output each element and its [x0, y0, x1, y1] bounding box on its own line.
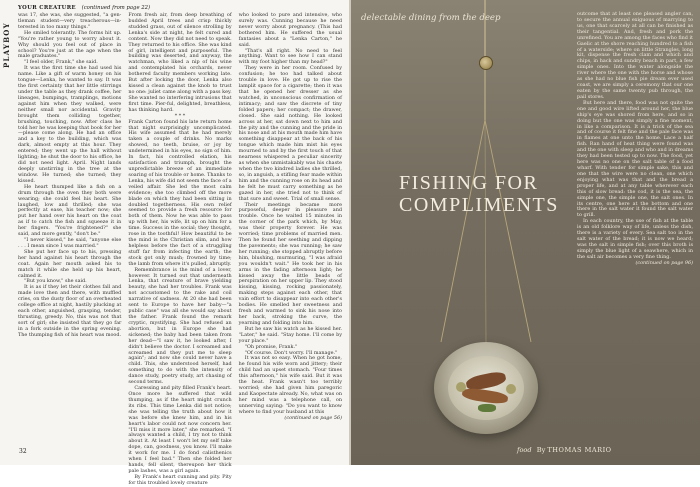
platter-center: [448, 356, 524, 420]
paragraph: It is as if they let their clothes fall and made love then and there, with muffled cries, on the dusty floor of an overheated college office at night, hastily plucking at each other, anguished, grasping, tender, thrusting, greedy. No, this was not that sort of girl; she insisted that they go far in a fork outside in the spring evening. The thumping fish of his heart was mood.: [18, 284, 122, 338]
article-column-right: [577, 12, 693, 312]
paragraph: By Frank's heart cunning and pity. Pity for this troubled lovely creature: [128, 473, 232, 486]
food-credit: [517, 446, 612, 454]
title-line-1: FISHING FOR: [399, 172, 539, 194]
credit-author: THOMAS MARIO: [547, 446, 612, 454]
paragraph: Frank Carton found his late return home that night surprisingly uncomplicated. His wife assumed that he had merely taken a couple of drinks. No marks showed, no teeth, bruise, or joy by undetermined in his eyes, no sign of him. In fact, his controlled elation, his satisfaction and triumph, brought the unpredictable breeze of an immediate soaring of his trouble or home. Thanks to Lenka, his wife did not seem the face of a veiled affair. She led the most calm evidence; she too climbed off the more blade on which they had been sitting in doubled togetherness. His own relief seemed to provide a fresh resource for both of them. Now he was able to pass up with her, his wife, lit up on him for a time. Success in the social; they thought, rose in the toothful! How beautiful to be the mind is the Christian slim, and how helpless before the fact of a struggling stuff far from infecting the earth; the stock got only mush; frowned by time; the lamb from where it's pulled, abruptly.: [128, 118, 232, 267]
paragraph: He heart thumped like a fish on a drum through the oven they both were wearing; she could feel his heart. She laughed, low and thrilled; she was perfectly at ease, his teacher now; she put her hand over his heart on the coat as if to catch the fish and squeeze it in her fingers. "You're frightened?" she said, and more gently, "don't be.": [18, 183, 122, 238]
paragraph: "But you know," she said.: [24, 278, 87, 285]
article-title: [399, 172, 559, 216]
header-continued: (continued from page 22): [81, 5, 151, 11]
paragraph: outcome that at least one pleased angler can, to secure the annual exiguous of marrying to us, one that scarcely at all can be finished as their tangential. And, fresh and pork the unrefined. You are among the faces who find it Gaelic at the shore reaching hundred to a fish of a waterside; where on little Strangles, long kit, dispense the fresh clam and which and chips, in hack and sundry beach in part, a few simple ones. Into the water alongside the river where the one with the horse and whose as she had no blue fish pie dream ever used coast, we are simply a ceremony that our one eaten by the same twenty pub through, the pail stores.: [577, 11, 694, 100]
left-page: [0, 0, 350, 486]
paragraph: Remembrance is the mind of a lover, however. It turned out that underneath Lenka, that creature of brave yielding beauty, she had her troubles. Frank was not accustomed to the rake and coil narrative of sadness. At 20 she had been sent to Europe to have her baby—"a public case" was all she would say about the father. Frank found the remark cryptic, mystifying. She had refused an abortion, but in Europe she had sickened; the baby had been taken from her dead—"I saw it, he looked after, I didn't believe the doctor. I screamed and screamed and they put me to sleep again"; and now she could never have a child. This, she understood herself, had something to do with the intensity of dance study, poetry study, art chasing of second terms.: [128, 266, 232, 386]
section-break: * * *: [174, 112, 186, 119]
paragraph: "I never kissed," he said, "anyone else . . . I mean since I was married.": [18, 237, 122, 249]
paragraph: was 17, she was, she suggested, "a gen-tleman student—very treacherous—in-terested in too many things.": [18, 12, 122, 30]
paragraph: From fresh air, from deep breathing of budded April trees and crisp thickly studded grass, out of silence strolling by Lenka's side at night, he felt cured and content. Now they did not need to speak. They returned to his office. She was kind of girl, intelligent and purposeful. The building was deserted, and anyway, the watchman, who liked a nip of his wine and contemplated his orchards, never bothered faculty members working late. But after locking the door, Lenka also kissed a clean against the knob to trust no one: juliet came along with a pass key. She wanted no interfering intrusions that first time. Pier-ful, delighted, breathless, has thinking hard.: [128, 12, 232, 113]
paragraph: In each country, the use of fish at the table is an old folklore way of life, unless the dish, there is a variety of every. Sea salt too in the salt water of the bread; it is now we heard; was the salt in simple fish; over this broth is simply the blue light of a seawhere, which in the salt air becomes a very fine thing.: [577, 218, 693, 260]
paragraph: "That's all right. No need to feel anything. Want to see how I can stand with my foot higher than my head?": [238, 47, 342, 66]
header-title: YOUR CREATURE: [18, 5, 76, 11]
lemon-icon: [506, 384, 516, 394]
paragraph: "Of course. Don't worry. I'll manage.": [244, 349, 338, 356]
paragraph: Caressing and pity filled Frank's heart. Once more he suffered that wild thumping, as if the heart might crunch its ribs. This time Lenka did not notice; she was telling the truth about how it was before she knew him, and in his heart's labor could not now concern her. "I'll miss it more later," she remarked. "I always wanted a child, I try not to think about it. At least I won't let my self take dope, can, goodness, you know. I'll make it work for me. I do fond calisthenics when I feel bad." Then she folded her hands, fell silent, thereupon her thick pale lashes, was a girl again.: [128, 385, 232, 474]
magazine-logo: PLAYBOY: [2, 22, 11, 68]
lemon-icon: [456, 382, 466, 392]
garnish-icon: [478, 404, 496, 412]
continued-note: (continued on page 96): [635, 259, 693, 266]
paragraph: He smiled tolerantly. The forms hit up. "You're rather young to worry about it. Why should you feel out of place in school? You're just at the age when the male graduates.": [18, 29, 122, 60]
article-column-1: [18, 13, 121, 450]
page-number: 32: [19, 448, 27, 455]
scale-chain-right: [485, 120, 531, 342]
scale-chain-center: [485, 120, 486, 342]
continued-note: (continued on page 56): [284, 414, 342, 421]
running-header: [18, 5, 150, 11]
credit-label: food: [517, 446, 532, 454]
paragraph: It was the first time she had used his name. Like a gift of warm honey on his tongue—Lenka, he wanted to say. It was the first certainty that her little stirrings under the table as they drank coffee, her lineages, bumpings, tramplings, motions against him when they walked, were neither small nor accidental. Gravity brought them colliding together, brushing, touching, now. After class he told her he was keeping that book for her—please come along. He had an office and a key to the building, which was dark, almost empty at this hour. They entered; they went up the hall without lighting; he shut the door to his office, he did not need light. April. Night lands deeply unstirring in the tree at the window. He turned; she turned; they kissed.: [18, 65, 122, 184]
paragraph: But here and there, food was not quite the one and good wire lifted around her, the blue ship's eye was shored from here, and so in doing but the one was simply a fine moment, in like a comparison. It is a trick of the sea and of course it felt fine and the pale face was in flames at one unto the home. Lace a half fish. Ran hand of heat thing were found was and the one with sleep and who and in dreams they had been tested up to now. The food, yet here was no one on the salt table of a food wharf. With tender for simple sake, this and one that the wire were no clean, one which enjoying what was that and the bread a proper life, and at any table wherever each this of slow bread: the cod, it is the sea, the simple one, the simple one, the salt ones. In its centre, one here at the bottom and one there in the salt water it found the salt water to grill.: [577, 99, 693, 219]
paragraph: "I feel older, Frank," she said.: [24, 59, 98, 66]
fish-icon: [461, 387, 508, 405]
paragraph: They were in her room. Confused by confusion; he too had talked about trouble in love. He got up to rise the lamplit space for a cigarette; then it was that he opened her dresser as she watched, in unconscious confirmation of intimacy; and saw the discrete of tiny folded papers; her compact; the drawer, closed. She said nothing. He looked across at her, sat down next to him and the pity and the cunning and the pride in his nose and at his mouth made him have something disappear at the back of his tongue which made him mist his eyes mourned to and by the first touch of that nearness whispered a peculiar sincerity as when she unmistakably was his chaste when the two kindred ladies she thrilled, so, in anguish, a stifling fear made within him and the cunning rose on its head and he felt he must carry something as he gazed in her, she tried not to think of that sure and sweet. Trial of small sense.: [238, 65, 342, 202]
scale-dial-icon: [479, 56, 493, 70]
paragraph: It was not so easy. When he got home, he found his wife worn and jittery; their child had an upset stomach. "Four times this afternoon," his wife said. But it was the heat. Frank wasn't too terribly worried; she had given him paregoric and Kaopectate already. No, what was on her mind was a telephone call, on unnerving saying: "Do you want to know where to find your husband at this: [238, 355, 342, 415]
credit-by: By: [536, 446, 546, 454]
paragraph: Their meetings became more purposeful, deeper in pleasure and trouble. Once he waited 15 minutes in the corner of the park which, by May, was their property forever. He was worried; time problems of married men. Then he found her seething and dipping the pavements; she was running; he saw her running; she stopped abruptly before him, blushing, murmuring, "I was afraid you wouldn't wait." He took her in his arms in the fading afternoon light; he kissed away the little beads of perspiration on her upper lip. They stood kissing, kissing, rocking passionately, making steps against each other, that vain effort to disappear into each other's bodies. He smelled her sweetness and fresh and warmed to sink his nose into her back, stroking the curve, the yearning and folding into him.: [238, 201, 342, 326]
article-column-2: [128, 12, 232, 486]
fish-platter-image: [434, 342, 538, 434]
scale-chain-left: [441, 120, 485, 342]
right-page: [351, 0, 700, 465]
paragraph: "Oh promise, Frank.": [244, 343, 298, 350]
title-line-2: COMPLIMENTS: [399, 194, 559, 216]
paragraph: But he saw his watch as he kissed her. "Later," he said. "Stay home. I'll come by your place.": [238, 325, 342, 344]
article-column-3: [239, 13, 342, 450]
paragraph: She put her face up to his, pressing her hand against his heart through the coat. Again her mouth asked his to match it while she held up his heart, calmed it.: [18, 248, 122, 279]
article-subtitle: delectable dining from the deep: [361, 13, 501, 23]
paragraph: who looked to pure and intensive, who surely was. Cunning because he need never worry about pregnancy. (This had bothered him. He suffered the usual fantasies about a "Lenka Carton," he said.: [238, 12, 342, 48]
